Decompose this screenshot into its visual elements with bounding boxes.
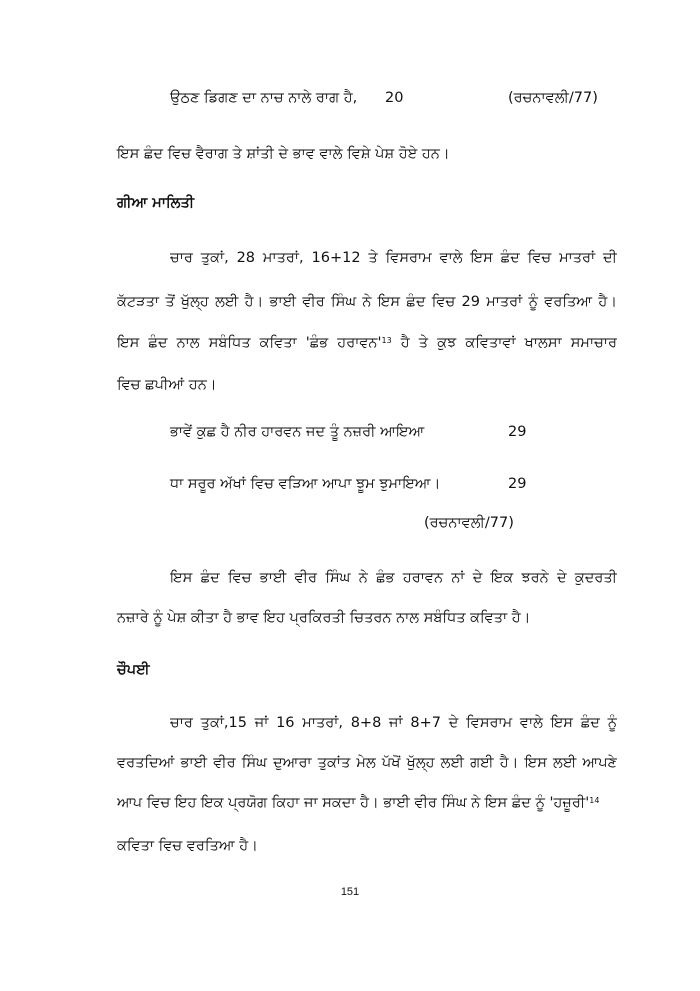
paragraph-text: ਹੈ ਤੇ ਕੁਝ ਕਵਿਤਾਵਾਂ ਖਾਲਸਾ ਸਮਾਚਾਰ (391, 335, 617, 351)
verse-matras: 29 (508, 476, 527, 492)
paragraph-line: ਚਾਰ ਤੁਕਾਂ, 28 ਮਾਤਰਾਂ, 16+12 ਤੇ ਵਿਸਰਾਮ ਵਾਲੇ ਇਸ ਛੰਦ ਵਿਚ ਮਾਤਰਾਂ ਦੀ (170, 250, 617, 266)
paragraph-line: ਇਸ ਛੰਦ ਵਿਚ ਭਾਈ ਵੀਰ ਸਿੰਘ ਨੇ ਛੰਭ ਹਰਾਵਨ ਨਾਂ ਦੇ ਇਕ ਝਰਨੇ ਦੇ ਕੁਦਰਤੀ (170, 570, 617, 586)
paragraph-line: ਨਜ਼ਾਰੇ ਨੂੰ ਪੇਸ਼ ਕੀਤਾ ਹੈ ਭਾਵ ਇਹ ਪ੍ਰਕਿਰਤੀ ਚਿਤਰਨ ਨਾਲ ਸਬੰਧਿਤ ਕਵਿਤਾ ਹੈ। (117, 610, 531, 626)
paragraph-text: ਆਪ ਵਿਚ ਇਹ ਇਕ ਪ੍ਰਯੋਗ ਕਿਹਾ ਜਾ ਸਕਦਾ ਹੈ। ਭਾਈ ਵੀਰ ਸਿੰਘ ਨੇ ਇਸ ਛੰਦ ਨੂੰ 'ਹਜ਼ੂਰੀ' (117, 795, 590, 811)
paragraph-line (117, 793, 599, 813)
footnote-marker: 14 (589, 796, 600, 805)
paragraph-text: ਇਸ ਛੰਦ ਨਾਲ ਸਬੰਧਿਤ ਕਵਿਤਾ 'ਛੰਭ ਹਰਾਵਨ' (117, 335, 382, 351)
paragraph-line: ਵਰਤਦਿਆਂ ਭਾਈ ਵੀਰ ਸਿੰਘ ਦੁਆਰਾ ਤੁਕਾਂਤ ਮੇਲ ਪੱਖੋਂ ਖੁੱਲ੍ਹ ਲਈ ਗਈ ਹੈ। ਇਸ ਲਈ ਆਪਣੇ (117, 755, 617, 771)
verse-text: ਉਠਣ ਡਿਗਣ ਦਾ ਨਾਚ ਨਾਲੇ ਰਾਗ ਹੈ, (170, 90, 358, 106)
verse-line (170, 88, 357, 108)
verse-reference: (ਰਚਨਾਵਲੀ/77) (424, 515, 514, 531)
section-heading-gia-malti: ਗੀਆ ਮਾਲਿਤੀ (117, 195, 195, 211)
paragraph-line: ਚਾਰ ਤੁਕਾਂ,15 ਜਾਂ 16 ਮਾਤਰਾਂ, 8+8 ਜਾਂ 8+7 ਦੇ ਵਿਸਰਾਮ ਵਾਲੇ ਇਸ ਛੰਦ ਨੂੰ (170, 715, 617, 731)
paragraph-line (117, 333, 617, 353)
footnote-marker: 13 (381, 336, 392, 345)
paragraph-line: ਕੱਟੜਤਾ ਤੋਂ ਖੁੱਲ੍ਹ ਲਈ ਹੈ। ਭਾਈ ਵੀਰ ਸਿੰਘ ਨੇ ਇਸ ਛੰਦ ਵਿਚ 29 ਮਾਤਰਾਂ ਨੂੰ ਵਰਤਿਆ ਹੈ। (117, 294, 617, 310)
page-number: 151 (340, 886, 360, 898)
paragraph-intro: ਇਸ ਛੰਦ ਵਿਚ ਵੈਰਾਗ ਤੇ ਸ਼ਾਂਤੀ ਦੇ ਭਾਵ ਵਾਲੇ ਵਿਸ਼ੇ ਪੇਸ਼ ਹੋਏ ਹਨ। (117, 146, 450, 162)
verse-text: ਭਾਵੇਂ ਕੁਛ ਹੈ ਨੀਰ ਹਾਰਵਨ ਜਦ ਤੂੰ ਨਜ਼ਰੀ ਆਇਆ (170, 424, 425, 440)
verse-text: ਧਾ ਸਰੂਰ ਅੱਖਾਂ ਵਿਚ ਵੜਿਆ ਆਪਾ ਝੂਮ ਝੁਮਾਇਆ। (170, 476, 441, 492)
verse-matras: 29 (508, 424, 527, 440)
paragraph-line: ਕਵਿਤਾ ਵਿਚ ਵਰਤਿਆ ਹੈ। (117, 838, 258, 854)
paragraph-line: ਵਿਚ ਛਪੀਆਂ ਹਨ। (117, 377, 217, 393)
verse-matras: 20 (385, 90, 404, 106)
verse-reference: (ਰਚਨਾਵਲੀ/77) (508, 90, 598, 106)
section-heading-chaupai: ਚੌਪਈ (117, 662, 150, 678)
